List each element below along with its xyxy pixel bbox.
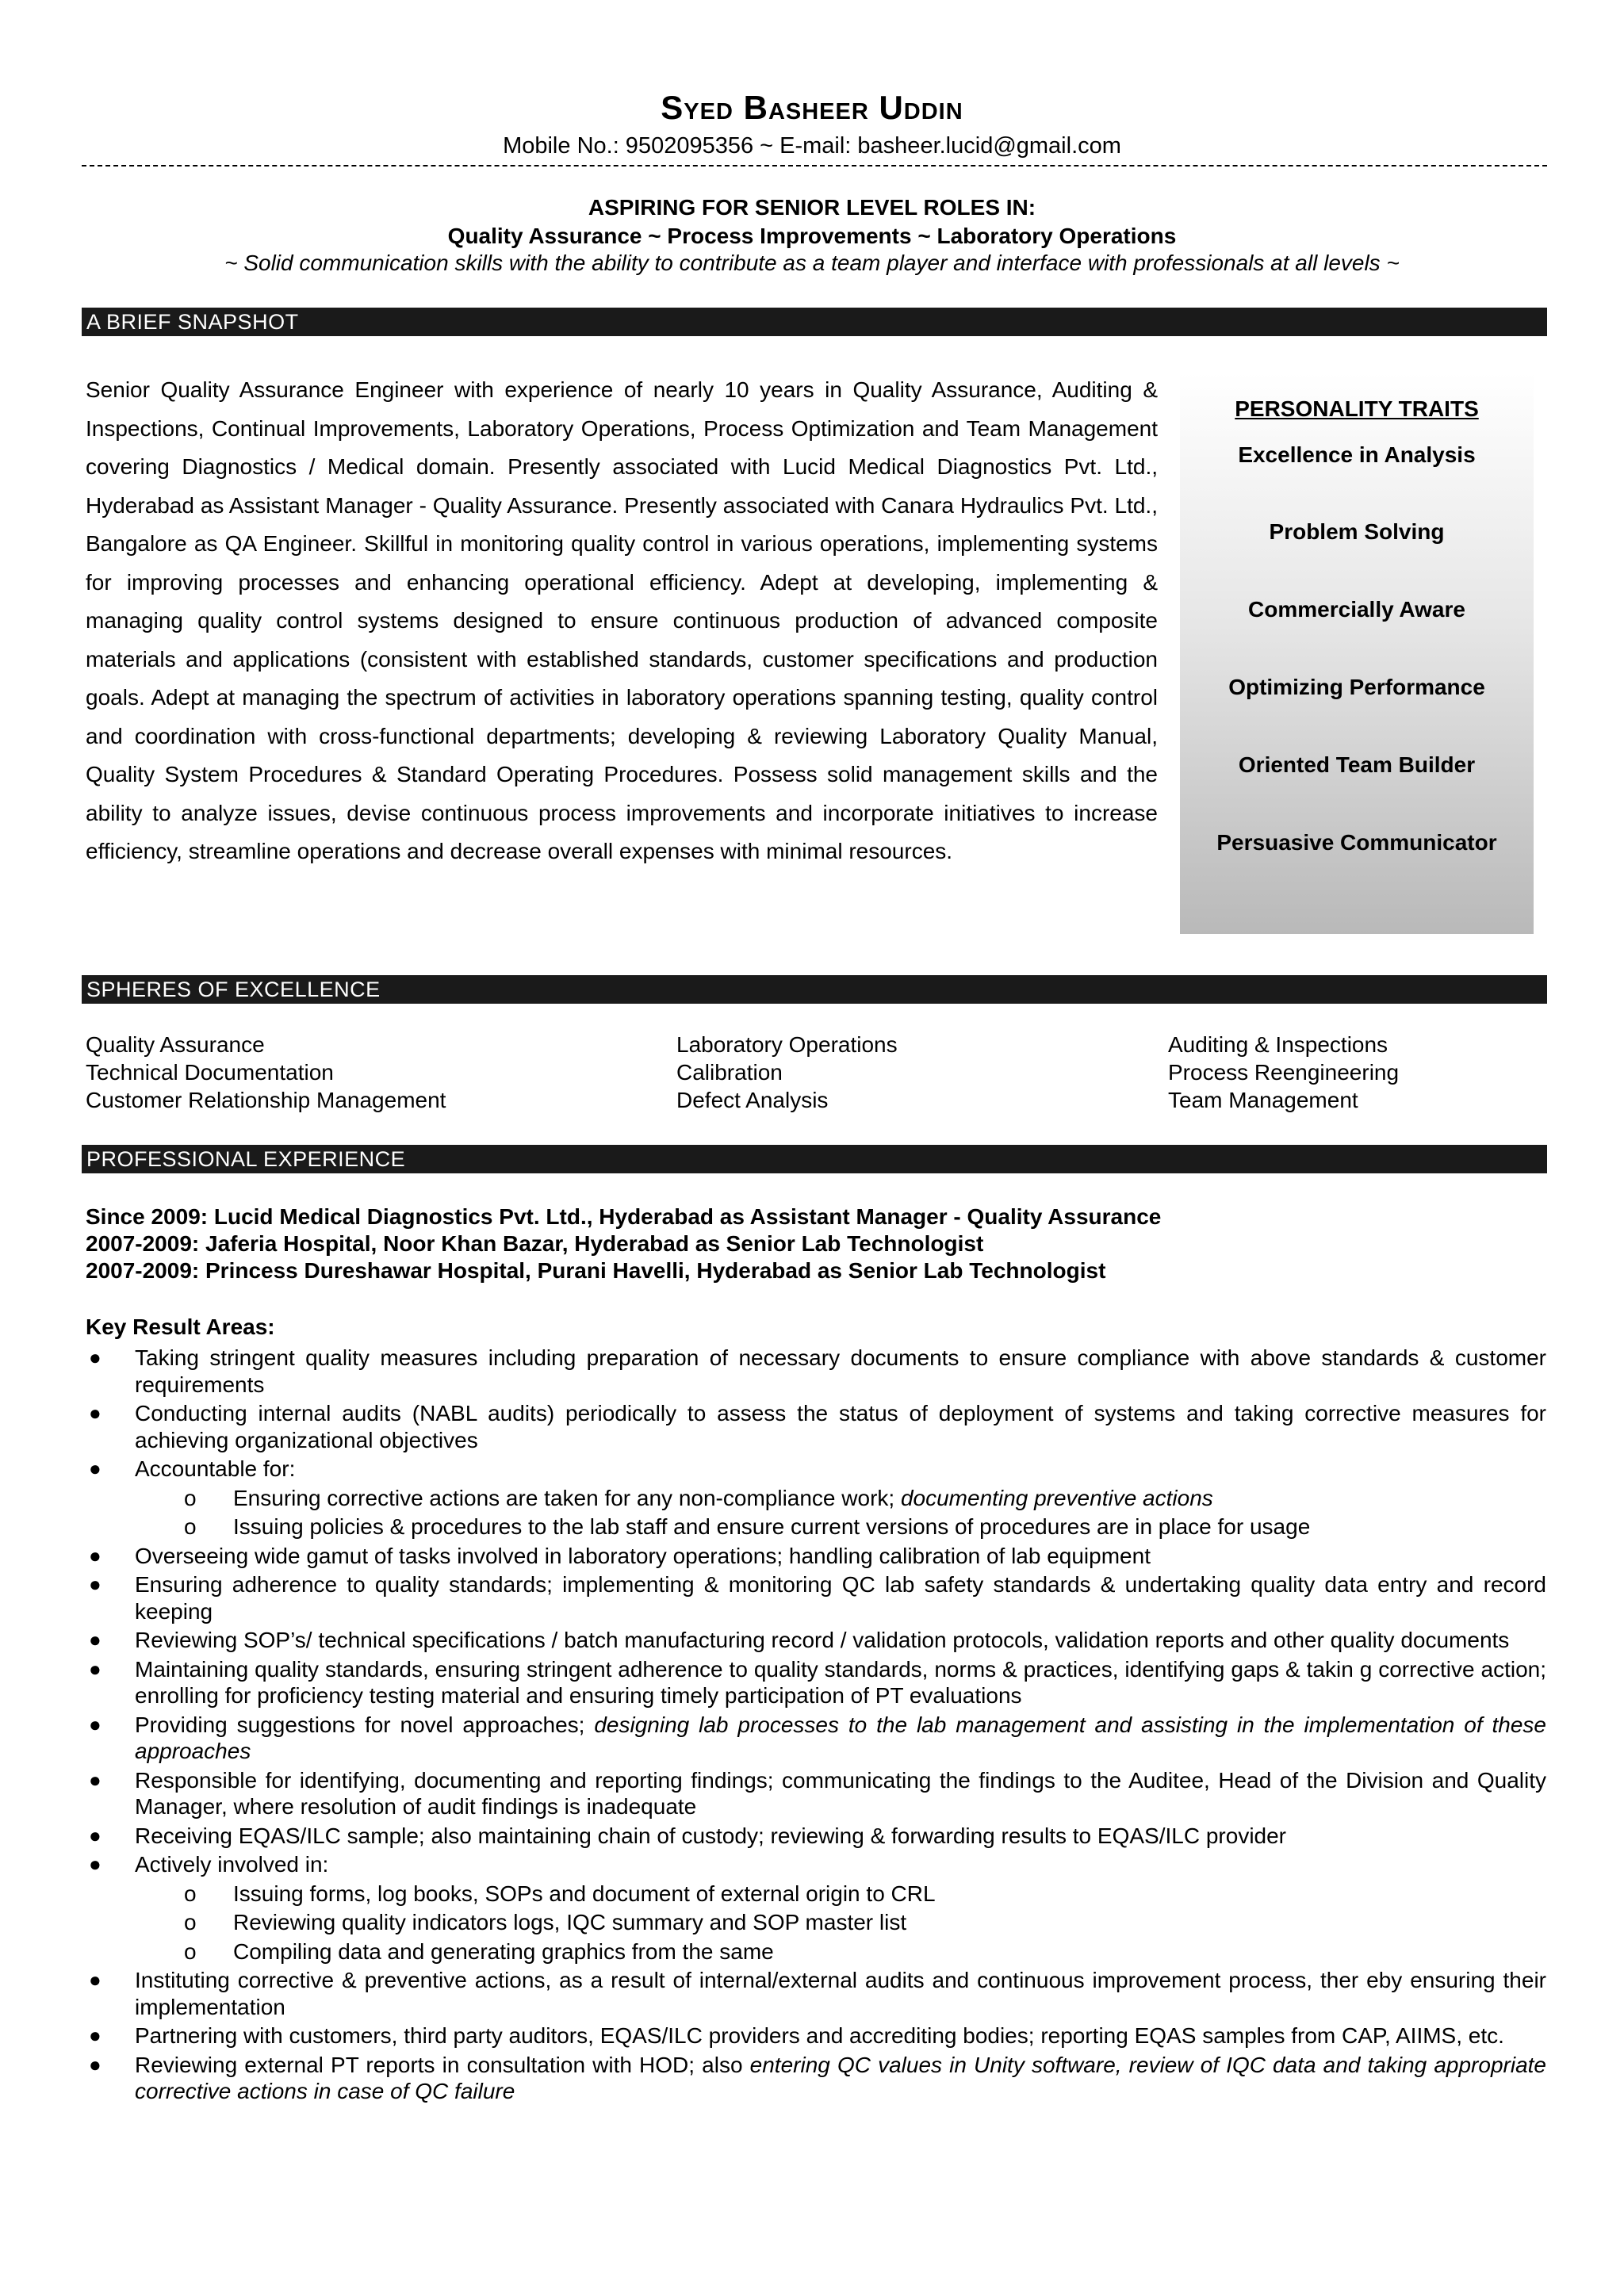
spheres-column-2 (676, 1031, 898, 1114)
list-item-text: Maintaining quality standards, ensuring stringent adherence to quality standards, norms & practices, identifying gaps & takin g corrective action; enrolling for proficiency testing material and ensuring timely participation of PT evaluations (135, 1656, 1546, 1708)
sphere-item: Defect Analysis (676, 1088, 829, 1112)
header-divider (82, 165, 1547, 166)
sphere-item: Technical Documentation (86, 1060, 334, 1085)
role-line: 2007-2009: Jaferia Hospital, Noor Khan Bazar, Hyderabad as Senior Lab Technologist (86, 1231, 984, 1256)
bullet-icon: ● (89, 1543, 102, 1567)
list-item (86, 1767, 1546, 1820)
sphere-item: Auditing & Inspections (1168, 1032, 1388, 1057)
circle-bullet-icon: o (184, 1514, 197, 1539)
key-result-areas-list (86, 1345, 1546, 2107)
spheres-column-3 (1168, 1031, 1399, 1114)
list-item-text: Actively involved in: (135, 1852, 329, 1877)
list-item-text: Issuing forms, log books, SOPs and document of external origin to CRL (233, 1881, 936, 1906)
list-item (86, 1851, 1546, 1878)
bullet-icon: ● (89, 1968, 102, 1992)
circle-bullet-icon: o (184, 1938, 197, 1964)
bullet-icon: ● (89, 2023, 102, 2047)
trait-item: Persuasive Communicator (1216, 830, 1497, 855)
trait-item: Problem Solving (1269, 519, 1445, 544)
bullet-icon: ● (89, 1456, 102, 1480)
section-heading-spheres: SPHERES OF EXCELLENCE (86, 978, 381, 1001)
list-item (86, 1712, 1546, 1765)
section-bar-snapshot (82, 308, 1547, 336)
role-line: 2007-2009: Princess Dureshawar Hospital, Purani Havelli, Hyderabad as Senior Lab Technologist (86, 1258, 1106, 1283)
key-result-areas-title: Key Result Areas: (86, 1314, 275, 1339)
bullet-icon: ● (89, 1345, 102, 1369)
personality-traits-box (1180, 373, 1534, 934)
traits-title: PERSONALITY TRAITS (1235, 396, 1479, 421)
roles-list (86, 1203, 1161, 1284)
list-item-text: Providing suggestions for novel approaches; (135, 1712, 595, 1737)
sphere-item: Laboratory Operations (676, 1032, 898, 1057)
list-item-text: Taking stringent quality measures including preparation of necessary documents to ensure compliance with above standards & customer requirements (135, 1345, 1546, 1397)
list-item (86, 1823, 1546, 1850)
list-item-text: Instituting corrective & preventive actions, as a result of internal/external audits and continuous improvement process, ther eby ensuring their implementation (135, 1968, 1546, 2019)
list-item-text: Reviewing SOP’s/ technical specifications / batch manufacturing record / validation protocols, validation reports and other quality documents (135, 1628, 1510, 1652)
bullet-icon: ● (89, 1656, 102, 1681)
sub-list-item (86, 1909, 1546, 1936)
section-heading-experience: PROFESSIONAL EXPERIENCE (86, 1147, 406, 1171)
circle-bullet-icon: o (184, 1485, 197, 1510)
sphere-item: Quality Assurance (86, 1032, 265, 1057)
section-heading-snapshot: A BRIEF SNAPSHOT (86, 310, 299, 334)
list-item-text: Compiling data and generating graphics from the same (233, 1938, 774, 1964)
bullet-icon: ● (89, 1767, 102, 1792)
contact-line: Mobile No.: 9502095356 ~ E-mail: basheer.lucid@gmail.com (503, 133, 1121, 159)
list-item-emphasis: documenting preventive actions (900, 1485, 1213, 1510)
sub-list-item (86, 1881, 1546, 1908)
list-item-text: Issuing policies & procedures to the lab staff and ensure current versions of procedures are in place for usage (233, 1514, 1311, 1539)
aspiration-tagline: ~ Solid communication skills with the ability to contribute as a team player and interface with professionals at all levels ~ (224, 251, 1400, 275)
circle-bullet-icon: o (184, 1910, 197, 1934)
list-item (86, 1543, 1546, 1570)
trait-item: Optimizing Performance (1228, 675, 1485, 699)
bullet-icon: ● (89, 1401, 102, 1425)
list-item-text: Accountable for: (135, 1456, 296, 1481)
aspiration-roles: Quality Assurance ~ Process Improvements ~ Laboratory Operations (447, 224, 1177, 248)
trait-item: Excellence in Analysis (1238, 442, 1476, 467)
sphere-item: Calibration (676, 1060, 783, 1085)
spheres-column-1 (86, 1031, 446, 1114)
list-item-text: Reviewing external PT reports in consultation with HOD; also (135, 2052, 750, 2077)
sphere-item: Team Management (1168, 1088, 1358, 1112)
list-item (86, 1656, 1546, 1709)
list-item (86, 1571, 1546, 1624)
list-item-text: Ensuring corrective actions are taken for any non-compliance work; (233, 1485, 901, 1510)
bullet-icon: ● (89, 2052, 102, 2076)
aspiration-heading: ASPIRING FOR SENIOR LEVEL ROLES IN: (588, 195, 1036, 220)
list-item-emphasis: entering QC values in Unity software, review of IQC data and taking appropriate corrective actions in case of QC failure (135, 2052, 1546, 2103)
list-item-text: Receiving EQAS/ILC sample; also maintaining chain of custody; reviewing & forwarding results to EQAS/ILC provider (135, 1823, 1287, 1848)
trait-item: Commercially Aware (1248, 597, 1465, 622)
list-item (86, 2052, 1546, 2105)
section-bar-experience (82, 1145, 1547, 1173)
role-line: Since 2009: Lucid Medical Diagnostics Pvt. Ltd., Hyderabad as Assistant Manager - Quality Assurance (86, 1204, 1162, 1229)
bullet-icon: ● (89, 1852, 102, 1876)
list-item (86, 1345, 1546, 1398)
list-item-text: Ensuring adherence to quality standards; implementing & monitoring QC lab safety standards & undertaking quality data entry and record keeping (135, 1572, 1546, 1624)
list-item-text: Overseeing wide gamut of tasks involved in laboratory operations; handling calibration of lab equipment (135, 1543, 1151, 1568)
snapshot-paragraph: Senior Quality Assurance Engineer with experience of nearly 10 years in Quality Assurance, Auditing & Inspections, Continual Improvements, Laboratory Operations, Process Optimization and Team Management covering Diagnostics / Medical domain. Presently associated with Lucid Medical Diagnostics Pvt. Ltd., Hyderabad as Assistant Manager - Quality Assurance. Presently associated with Canara Hydraulics Pvt. Ltd., Bangalore as QA Engineer. Skillful in monitoring quality control in various operations, implementing systems for improving processes and enhancing operational efficiency. Adept at developing, implementing & managing quality control systems designed to ensure continuous production of advanced composite materials and applications (consistent with established standards, customer specifications and production goals. Adept at managing the spectrum of activities in laboratory operations spanning testing, quality control and coordination with cross-functional departments; developing & reviewing Laboratory Quality Manual, Quality System Procedures & Standard Operating Procedures. Possess solid management skills and the ability to analyze issues, devise continuous process improvements and incorporate initiatives to increase efficiency, streamline operations and decrease overall expenses with minimal resources. (86, 377, 1158, 863)
list-item (86, 1967, 1546, 2020)
bullet-icon: ● (89, 1823, 102, 1847)
list-item-text: Conducting internal audits (NABL audits) periodically to assess the status of deployment of systems and taking corrective measures for achieving organizational objectives (135, 1401, 1546, 1452)
sub-list-item (86, 1485, 1546, 1512)
bullet-icon: ● (89, 1712, 102, 1736)
section-bar-spheres (82, 975, 1547, 1004)
candidate-name: Syed Basheer Uddin (661, 89, 963, 126)
list-item-text: Reviewing quality indicators logs, IQC summary and SOP master list (233, 1910, 907, 1934)
circle-bullet-icon: o (184, 1881, 197, 1906)
list-item (86, 2022, 1546, 2049)
bullet-icon: ● (89, 1572, 102, 1596)
sub-list-item (86, 1938, 1546, 1965)
sub-list-item (86, 1513, 1546, 1540)
list-item-emphasis: designing lab processes to the lab management and assisting in the implementation of these approaches (135, 1712, 1546, 1763)
sphere-item: Process Reengineering (1168, 1060, 1400, 1085)
sphere-item: Customer Relationship Management (86, 1088, 446, 1112)
bullet-icon: ● (89, 1628, 102, 1651)
trait-item: Oriented Team Builder (1238, 752, 1476, 777)
list-item-text: Responsible for identifying, documenting and reporting findings; communicating the findings to the Auditee, Head of the Division and Quality Manager, where resolution of audit findings is inadequate (135, 1767, 1546, 1819)
list-item-text: Partnering with customers, third party auditors, EQAS/ILC providers and accrediting bodies; reporting EQAS samples from CAP, AIIMS, etc. (135, 2023, 1504, 2048)
list-item (86, 1627, 1546, 1654)
list-item (86, 1400, 1546, 1453)
list-item (86, 1456, 1546, 1483)
